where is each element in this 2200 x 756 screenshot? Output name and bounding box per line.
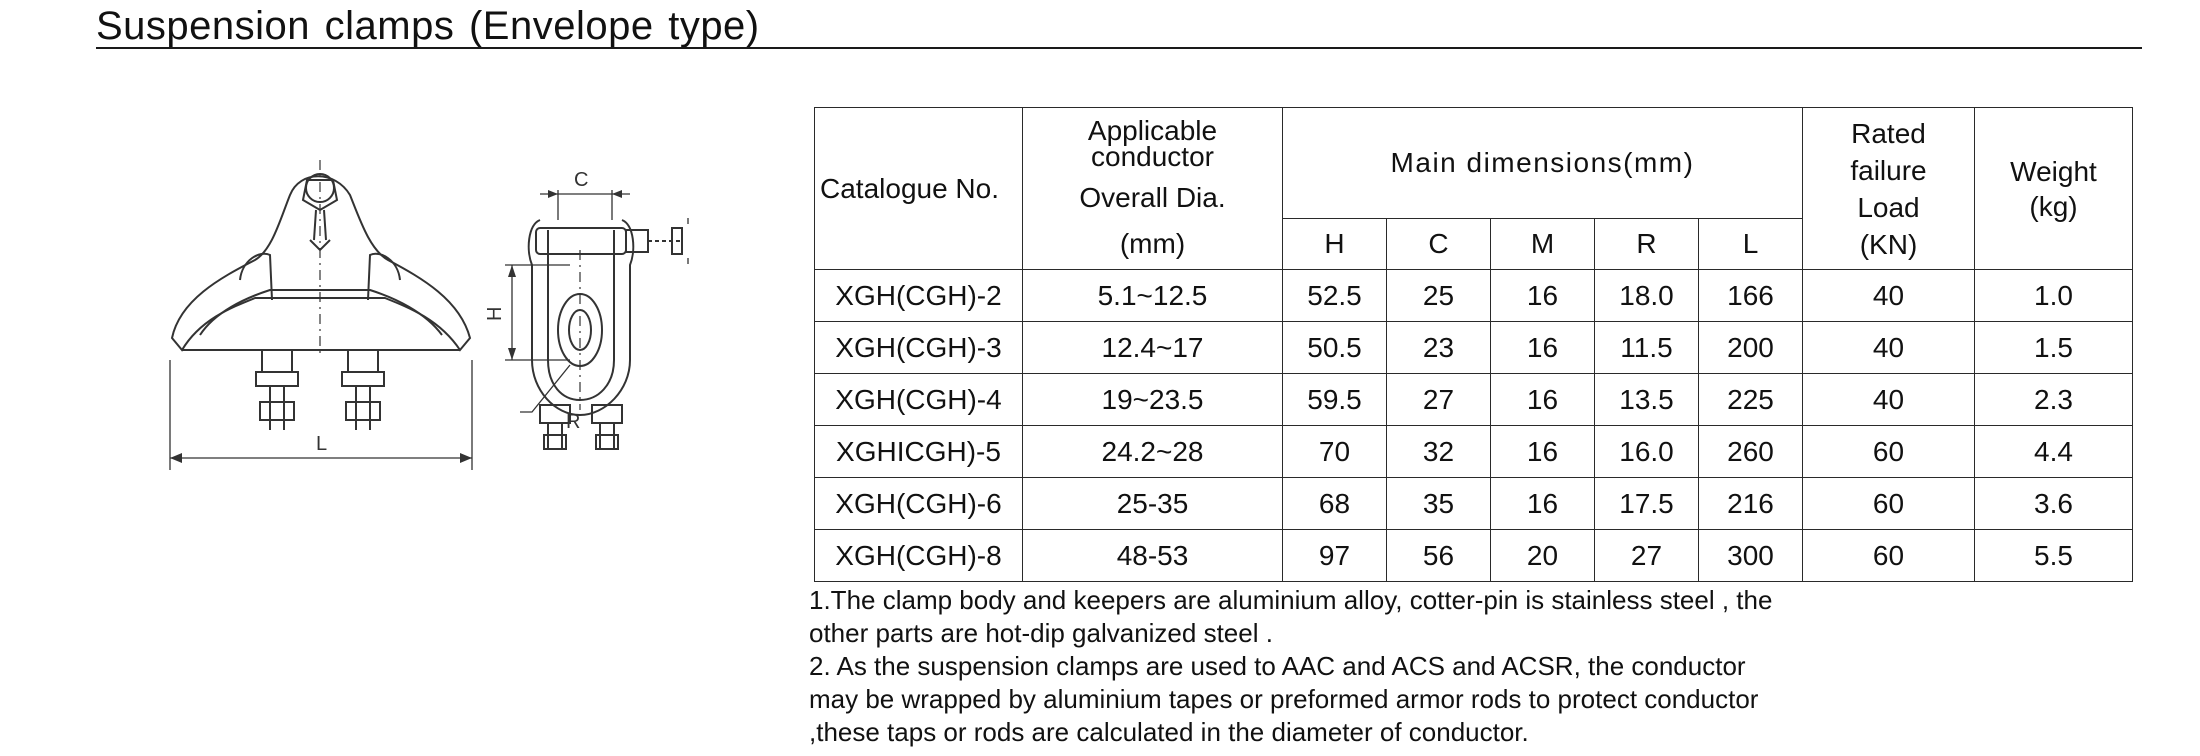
cell-c: 56 xyxy=(1387,530,1491,582)
cell-r: 16.0 xyxy=(1595,426,1699,478)
cell-rated-load: 60 xyxy=(1803,478,1975,530)
header-dim-m: M xyxy=(1491,219,1595,270)
header-overall-dia: Overall Dia. xyxy=(1079,181,1226,213)
header-rated-load xyxy=(1803,108,1975,270)
cell-l: 166 xyxy=(1699,270,1803,322)
title-underline xyxy=(96,47,2142,49)
cell-weight: 1.5 xyxy=(1975,322,2133,374)
note-2-line-2: may be wrapped by aluminium tapes or preformed armor rods to protect conductor xyxy=(809,684,1759,714)
cell-weight: 3.6 xyxy=(1975,478,2133,530)
cell-rated-load: 40 xyxy=(1803,374,1975,426)
header-load-line1: Rated xyxy=(1851,117,1926,149)
cell-r: 17.5 xyxy=(1595,478,1699,530)
cell-overall-dia: 24.2~28 xyxy=(1023,426,1283,478)
cell-m: 16 xyxy=(1491,374,1595,426)
cell-overall-dia: 5.1~12.5 xyxy=(1023,270,1283,322)
cell-c: 32 xyxy=(1387,426,1491,478)
table-row xyxy=(815,322,2133,374)
note-1-line-2: other parts are hot-dip galvanized steel . xyxy=(809,618,1273,648)
cell-overall-dia: 12.4~17 xyxy=(1023,322,1283,374)
cell-m: 16 xyxy=(1491,478,1595,530)
cell-overall-dia: 19~23.5 xyxy=(1023,374,1283,426)
cell-weight: 4.4 xyxy=(1975,426,2133,478)
header-dim-r: R xyxy=(1595,219,1699,270)
cell-c: 23 xyxy=(1387,322,1491,374)
bolt-left xyxy=(256,350,298,430)
cell-m: 16 xyxy=(1491,322,1595,374)
header-applicable-conductor xyxy=(1023,108,1283,270)
cell-h: 70 xyxy=(1283,426,1387,478)
notes xyxy=(809,584,1909,749)
header-weight xyxy=(1975,108,2133,270)
page-title: Suspension clamps (Envelope type) xyxy=(96,4,760,48)
note-1-line-1: 1.The clamp body and keepers are aluminium alloy, cotter-pin is stainless steel , the xyxy=(809,585,1773,615)
header-applicable-line1: Applicable xyxy=(1087,114,1218,146)
bolt-right xyxy=(342,350,384,430)
cell-rated-load: 60 xyxy=(1803,426,1975,478)
cell-l: 216 xyxy=(1699,478,1803,530)
cell-catalogue: XGHICGH)-5 xyxy=(815,426,1023,478)
clamp-side-view xyxy=(505,190,688,450)
header-load-line3: Load xyxy=(1857,191,1920,223)
header-dim-l: L xyxy=(1699,219,1803,270)
table-row xyxy=(815,530,2133,582)
header-dia-unit: (mm) xyxy=(1119,227,1186,259)
cell-rated-load: 40 xyxy=(1803,322,1975,374)
table-row xyxy=(815,374,2133,426)
header-applicable-line2: conductor xyxy=(1091,140,1214,172)
header-catalogue: Catalogue No. xyxy=(815,108,1023,270)
cell-catalogue: XGH(CGH)-8 xyxy=(815,530,1023,582)
header-dim-c: C xyxy=(1387,219,1491,270)
header-main-dimensions: Main dimensions(mm) xyxy=(1283,108,1803,219)
cell-catalogue: XGH(CGH)-6 xyxy=(815,478,1023,530)
cell-c: 35 xyxy=(1387,478,1491,530)
cell-catalogue: XGH(CGH)-3 xyxy=(815,322,1023,374)
cell-c: 27 xyxy=(1387,374,1491,426)
table-row xyxy=(815,478,2133,530)
cell-h: 68 xyxy=(1283,478,1387,530)
cell-overall-dia: 25-35 xyxy=(1023,478,1283,530)
table-row xyxy=(815,426,2133,478)
table-row xyxy=(815,270,2133,322)
header-weight-line1: Weight xyxy=(2010,155,2097,187)
cell-l: 300 xyxy=(1699,530,1803,582)
cell-r: 18.0 xyxy=(1595,270,1699,322)
cell-l: 260 xyxy=(1699,426,1803,478)
cell-l: 225 xyxy=(1699,374,1803,426)
note-2-line-3: ,these taps or rods are calculated in the diameter of conductor. xyxy=(809,717,1529,747)
cell-overall-dia: 48-53 xyxy=(1023,530,1283,582)
header-load-line2: failure xyxy=(1850,154,1927,186)
cell-h: 97 xyxy=(1283,530,1387,582)
cell-h: 50.5 xyxy=(1283,322,1387,374)
cell-rated-load: 40 xyxy=(1803,270,1975,322)
cell-h: 59.5 xyxy=(1283,374,1387,426)
header-weight-line2: (kg) xyxy=(2029,190,2078,222)
cell-weight: 5.5 xyxy=(1975,530,2133,582)
cell-h: 52.5 xyxy=(1283,270,1387,322)
dim-label-h: H xyxy=(484,306,506,321)
cell-weight: 1.0 xyxy=(1975,270,2133,322)
clamp-drawing xyxy=(160,150,800,480)
cell-m: 20 xyxy=(1491,530,1595,582)
cell-catalogue: XGH(CGH)-4 xyxy=(815,374,1023,426)
clamp-front-view xyxy=(170,160,472,470)
header-load-line4: (KN) xyxy=(1859,228,1918,260)
cell-r: 11.5 xyxy=(1595,322,1699,374)
dim-label-c: C xyxy=(574,169,589,191)
note-2-line-1: 2. As the suspension clamps are used to AAC and ACS and ACSR, the conductor xyxy=(809,651,1746,681)
cell-r: 27 xyxy=(1595,530,1699,582)
dim-label-r: R xyxy=(566,411,581,433)
cell-r: 13.5 xyxy=(1595,374,1699,426)
spec-table xyxy=(814,107,2133,582)
cell-catalogue: XGH(CGH)-2 xyxy=(815,270,1023,322)
cell-weight: 2.3 xyxy=(1975,374,2133,426)
cell-rated-load: 60 xyxy=(1803,530,1975,582)
header-dim-h: H xyxy=(1283,219,1387,270)
cell-m: 16 xyxy=(1491,270,1595,322)
cell-c: 25 xyxy=(1387,270,1491,322)
dim-label-l: L xyxy=(316,433,328,455)
cell-l: 200 xyxy=(1699,322,1803,374)
cell-m: 16 xyxy=(1491,426,1595,478)
